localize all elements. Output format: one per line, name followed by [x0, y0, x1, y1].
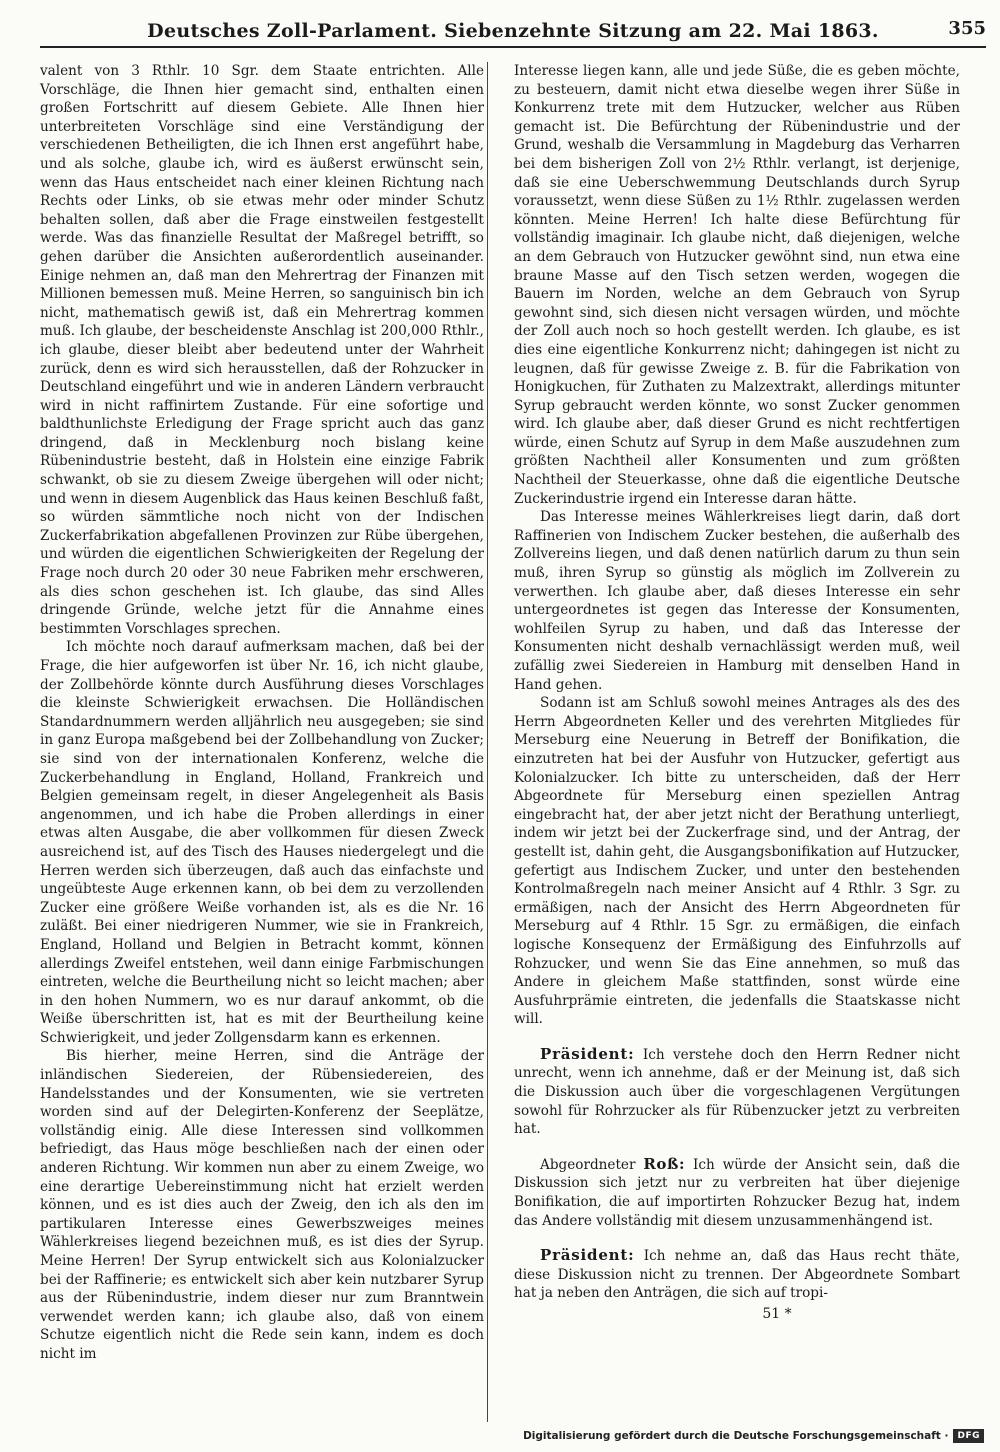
- right-paragraph-continuation: Interesse liegen kann, alle und jede Süße, die es geben möchte, zu besteuern, damit nicht etwa dieselbe wegen ihrer Süße in Konkurrenz trete mit dem Hutzucker, welcher aus Rüben gemacht ist. Die Befürchtung der Rübenindustrie und der Grund, weshalb die Versammlung in Magdeburg das Verharren bei dem bisherigen Zoll von 2½ Rthlr. verlangt, ist derjenige, daß sie eine Ueberschwemmung Deutschlands durch Syrup voraussetzt, wenn diese Süßen zu 1½ Rthlr. zugelassen werden könnten. Meine Herren! Ich halte diese Befürchtung für vollständig imaginair. Ich glaube nicht, daß diejenigen, welche an dem Gebrauch von Hutzucker gewöhnt sind, nun etwa eine braune Masse auf den Tisch setzen werden, wogegen die Bauern im Norden, welche an dem Gebrauch von Syrup gewohnt sind, sich diesen nicht versagen würden, und möchte der Zoll auch noch so hoch gestellt werden. Ich glaube, es ist dies eine eigentliche Konkurrenz nicht; dahingegen ist nicht zu leugnen, daß für gewisse Zweige z. B. für die Fabrikation von Honigkuchen, für Zuthaten zu Malzextrakt, allerdings mitunter Syrup gebraucht werden könnte, wo sonst Zucker genommen wird. Ich glaube aber, daß dieser Grund es nicht rechtfertigen würde, einen Schutz auf Syrup in dem Maße auszudehnen zum größten Nachtheil aller Konsumenten und zum größten Nachtheil der Steuerkasse, ohne daß die eigentliche Deutsche Zuckerindustrie irgend ein Interesse daran hätte.: [514, 63, 960, 507]
- digitization-footer: [523, 1426, 984, 1446]
- right-paragraph-3: Sodann ist am Schluß sowohl meines Antrages als des des Herrn Abgeordneten Keller und des verehrten Mitgliedes für Merseburg eine Neuerung in Betreff der Bonifikation, die einzutreten hat bei der Ausfuhr von Hutzucker, gefertigt aus Kolonialzucker. Ich bitte zu unterscheiden, daß der Herr Abgeordnete für Merseburg einen speziellen Antrag eingebracht hat, der aber jetzt nicht der Berathung unterliegt, indem wir jetzt bei der Zuckerfrage sind, und der Antrag, der gestellt ist, dahin geht, die Ausgangsbonifikation auf Hutzucker, gefertigt aus Indischem Zucker, und unter den bestehenden Kontrolmaßregeln nach meiner Ansicht auf 4 Rthlr. 3 Sgr. zu ermäßigen, nach der Ansicht des Herrn Abgeordneten für Merseburg auf 4 Rthlr. 15 Sgr. zu ermäßigen, die einfach logische Konsequenz der Ermäßigung des Einfuhrzolls auf Rohzucker, und wenn Sie das Eine annehmen, so muß das Andere in gleichem Maße stattfinden, sonst würde eine Ausfuhrprämie eintreten, die jedenfalls die Staatskasse nicht will.: [514, 695, 960, 1028]
- footer-text: Digitalisierung gefördert durch die Deutsche Forschungsgemeinschaft ·: [523, 1430, 949, 1442]
- left-paragraph-3: Bis hierher, meine Herren, sind die Anträge der inländischen Siedereien, der Rübensiedereien, des Handelsstandes und der Konsumenten, wie sie vertreten worden sind auf der Delegirten-Konferenz der Seeplätze, vollständig einig. Alle diese Interessen sind vollkommen befriedigt, das Haus möge beschließen nach der einen oder anderen Richtung. Wir kommen nun aber zu einem Zweige, wo eine derartige Uebereinstimmung nicht hat erzielt werden können, und es ist dies auch der Zweig, den ich als den im partikularen Interesse eines Gewerbszweiges meines Wählerkreises liegend bezeichnen muß, es ist dies der Syrup. Meine Herren! Der Syrup entwickelt sich aus Kolonialzucker bei der Raffinerie; es entwickelt sich aber kein nutzbarer Syrup aus der Rübenindustrie, indem dieser nur zum Branntwein verwendet werden kann; ich glaube also, daß von einem Schutze eigentlich nicht die Rede sein kann, indem es doch nicht im: [40, 1048, 484, 1362]
- left-paragraph-2: Ich möchte noch darauf aufmerksam machen, daß bei der Frage, die hier aufgeworfen ist über Nr. 16, ich nicht glaube, der Zollbehörde könnte durch Ausführung dieses Vorschlages die kleinste Schwierigkeit erwachsen. Die Holländischen Standardnummern werden alljährlich neu ausgegeben; sie sind in ganz Europa maßgebend bei der Zollbehandlung von Zucker; sie sind von der internationalen Konferenz, welche die Zuckerbehandlung in England, Holland, Frankreich und Belgien gemeinsam regelt, in dieser Angelegenheit als Basis angenommen, und ich habe die Proben allerdings in einer etwas alten Ausgabe, die aber vollkommen für diesen Zweck ausreichend ist, auf des Tisch des Hauses niedergelegt und die Herren werden sich überzeugen, daß auch das einfachste und ungeübteste Auge erkennen kann, ob bei dem zu verzollenden Zucker eine größere Weiße vorhanden ist, als es die Nr. 16 zuläßt. Bei einer niedrigeren Nummer, wie sie in Frankreich, England, Holland und Belgien in Betracht kommt, können allerdings Zweifel entstehen, weil dann einige Farbmischungen eintreten, welche die Beurtheilung nicht so leicht machen; aber in den hohen Nummern, wo es nur darauf ankommt, ob die Weiße überschritten ist, hat es mit der Beurtheilung keine Schwierigkeit, und jeder Zollgensdarm kann es erkennen.: [40, 639, 484, 1046]
- left-paragraph-1: valent von 3 Rthlr. 10 Sgr. dem Staate entrichten. Alle Vorschläge, die Ihnen hier gemacht sind, enthalten einen großen Fortschritt auf diesem Gebiete. Alle Ihnen hier unterbreiteten Vorschläge sind eine Verständigung der verschiedenen Betheiligten, die ich Ihnen erst angeführt habe, und als solche, glaube ich, wird es äußerst erwünscht sein, wenn das Haus entscheidet nach einer kleinen Richtung nach Rechts oder Links, ob sie etwas mehr oder minder Schutz behalten sollen, daß aber die Frage einstweilen festgestellt werde. Was das finanzielle Resultat der Maßregel betrifft, so gehen darüber die Ansichten außerordentlich auseinander. Einige nehmen an, daß man den Mehrertrag der Finanzen mit Millionen bemessen muß. Meine Herren, so sanguinisch bin ich nicht, mathematisch gewiß ist, daß ein Mehrertrag kommen muß. Ich glaube, der bescheidenste Anschlag ist 200,000 Rthlr., ich glaube, dieser bleibt aber bedeutend unter der Wahrheit zurück, denn es wird sich herausstellen, daß der Rohzucker in Deutschland eingeführt und wie in anderen Ländern verbraucht wird in nicht raffinirtem Zustande. Für eine sofortige und baldthunlichste Erledigung der Frage spricht auch das ganz dringend, daß in Mecklenburg noch bislang keine Rübenindustrie besteht, daß in Holstein eine einzige Fabrik schwankt, ob sie zu diesem Zweige übergehen will oder nicht; und wenn in diesem Augenblick das Haus keinen Beschluß faßt, so würden sämmtliche noch nicht von der Indischen Zuckerfabrikation abgefallenen Provinzen zur Rübe übergehen, und würden die eigentlichen Schwierigkeiten der Regelung der Frage noch durch 20 oder 30 neue Fabriken mehr erschweren, als dies schon geschehen ist. Ich glaube, das sind Alles dringende Gründe, welche jetzt für die Annahme eines bestimmten Vorschlages sprechen.: [40, 63, 484, 637]
- speaker-label: Präsident:: [540, 1246, 635, 1265]
- right-column: [514, 62, 960, 1324]
- sheet-signature: 51 *: [762, 1306, 792, 1322]
- speech-president-1: [514, 1045, 960, 1139]
- speaker-label: Präsident:: [540, 1044, 635, 1063]
- speech-ross: [514, 1155, 960, 1230]
- right-paragraph-2: Das Interesse meines Wählerkreises liegt darin, daß dort Raffinerien von Indischem Zucker bestehen, die außerhalb des Zollvereins liegen, und daß denen natürlich darum zu thun sein muß, ihren Syrup so günstig als möglich im Zollverein zu verwerthen. Ich glaube aber, daß dieses Interesse ein sehr untergeordnetes ist gegen das Interesse der Konsumenten, wohlfeilen Syrup zu haben, und daß das Interesse der Konsumenten nicht deshalb vernachlässigt werden muß, weil zufällig zwei Siedereien in Hamburg mit denselben Hand in Hand gehen.: [514, 509, 960, 693]
- running-title: Deutsches Zoll-Parlament. Siebenzehnte Sitzung am 22. Mai 1863.: [147, 20, 879, 42]
- speech-text: Ich würde der Ansicht sein, daß die Diskussion sich jetzt nur zu verbreiten hat über diejenige Bonifikation, die auf importirten Rohzucker Bezug hat, indem das Andere vollständig mit diesem unzusammenhängend ist.: [514, 1156, 960, 1229]
- dfg-logo-icon: DFG: [953, 1429, 984, 1443]
- speech-text: Ich verstehe doch den Herrn Redner nicht unrecht, wenn ich annehme, daß er der Meinung ist, daß sich die Diskussion auch über die vorgeschlagenen Vergütungen sowohl für Rohrzucker als für Rübenzucker jetzt zu verbreiten hat.: [514, 1046, 960, 1138]
- left-column: [40, 62, 484, 1364]
- speech-text: Ich nehme an, daß das Haus recht thäte, diese Diskussion nicht zu trennen. Der Abgeordnete Sombart hat ja neben den Anträgen, die sich auf tropi-: [514, 1248, 960, 1302]
- page-number: 355: [948, 18, 986, 39]
- speaker-label: Roß:: [643, 1154, 686, 1173]
- speaker-prefix: Abgeordneter: [540, 1156, 636, 1173]
- page-header: [40, 12, 986, 48]
- column-divider: [487, 62, 488, 1422]
- speech-president-2: [514, 1246, 960, 1303]
